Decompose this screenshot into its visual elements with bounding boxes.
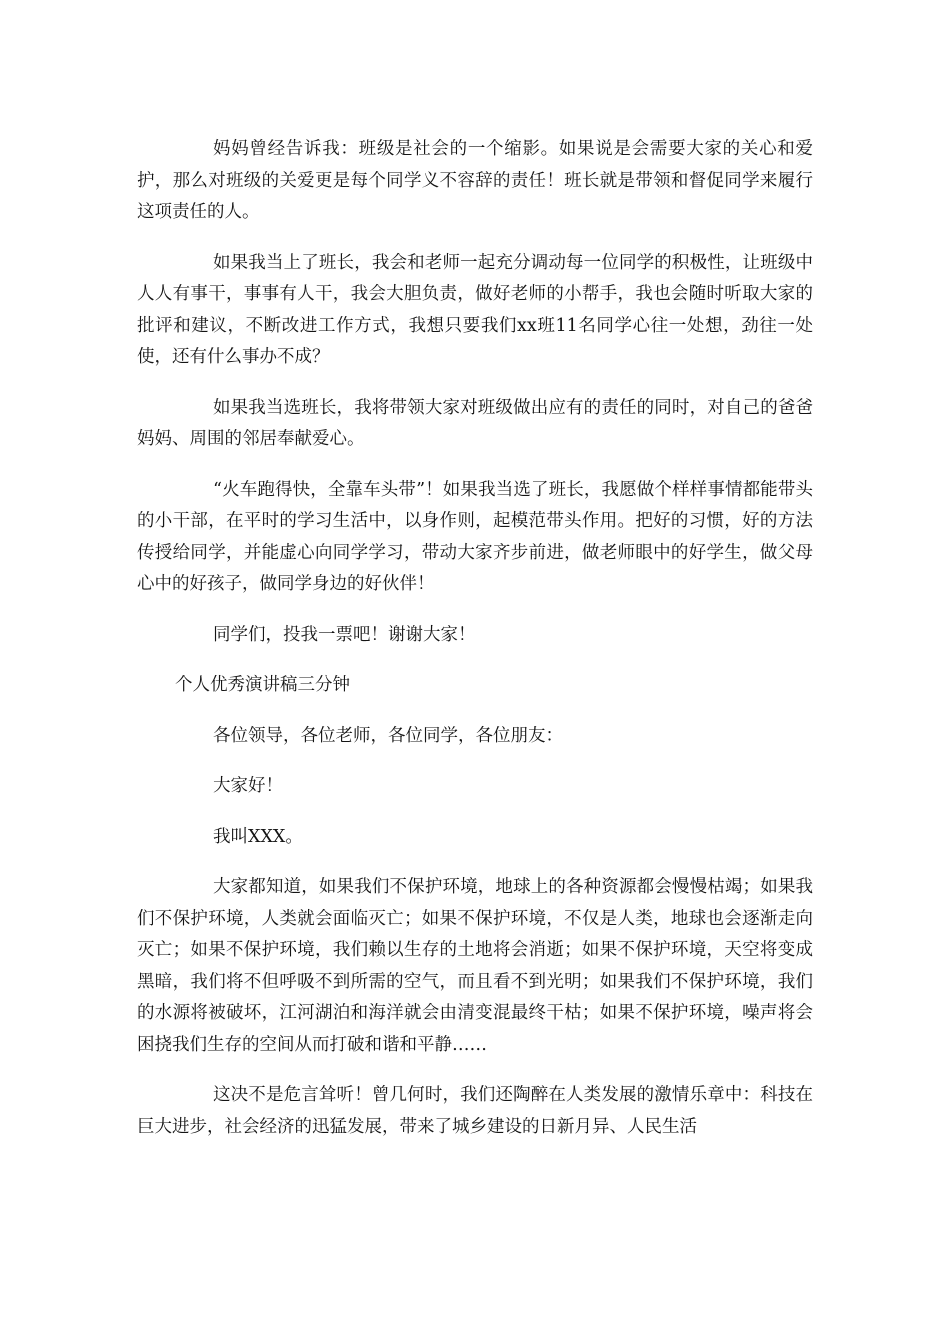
paragraph-3: 如果我当选班长，我将带领大家对班级做出应有的责任的同时，对自己的爸爸妈妈、周围的邻居奉献爱心。 [137, 397, 813, 449]
paragraph-2: 如果我当上了班长，我会和老师一起充分调动每一位同学的积极性，让班级中人人有事干，事事有人干，我会大胆负责，做好老师的小帮手，我也会随时听取大家的批评和建议，不断改进工作方式，我想只要我们xx班11名同学心往一处想，劲往一处使，还有什么事办不成？ [137, 252, 813, 367]
paragraph-4: “火车跑得快，全靠车头带”！如果我当选了班长，我愿做个样样事情都能带头的小干部，在平时的学习生活中，以身作则，起模范带头作用。把好的习惯，好的方法传授给同学，并能虚心向同学学习，带动大家齐步前进，做老师眼中的好学生，做父母心中的好孩子，做同学身边的好伙伴！ [137, 479, 813, 594]
speech-paragraph-2: 这决不是危言耸听！曾几何时，我们还陶醉在人类发展的激情乐章中：科技在巨大进步，社会经济的迅猛发展，带来了城乡建设的日新月异、人民生活 [137, 1085, 813, 1137]
greeting-line: 各位领导，各位老师，各位同学，各位朋友： [213, 725, 563, 746]
section-heading: 个人优秀演讲稿三分钟 [175, 675, 350, 695]
intro-line: 我叫XXX。 [213, 826, 303, 847]
hello-line: 大家好！ [213, 776, 283, 796]
document-body [137, 134, 813, 1162]
speech-paragraph-1: 大家都知道，如果我们不保护环境，地球上的各种资源都会慢慢枯竭；如果我们不保护环境，人类就会面临灭亡；如果不保护环境，不仅是人类，地球也会逐渐走向灭亡；如果不保护环境，我们赖以生存的土地将会消逝；如果不保护环境，天空将变成黑暗，我们将不但呼吸不到所需的空气，而且看不到光明；如果我们不保护环境，我们的水源将被破坏，江河湖泊和海洋就会由清变混最终干枯；如果不保护环境，噪声将会困挠我们生存的空间从而打破和谐和平静…… [137, 877, 813, 1055]
paragraph-5: 同学们，投我一票吧！谢谢大家！ [213, 624, 476, 645]
paragraph-1: 妈妈曾经告诉我：班级是社会的一个缩影。如果说是会需要大家的关心和爱护，那么对班级的关爱更是每个同学义不容辞的责任！班长就是带领和督促同学来履行这项责任的人。 [137, 139, 813, 222]
